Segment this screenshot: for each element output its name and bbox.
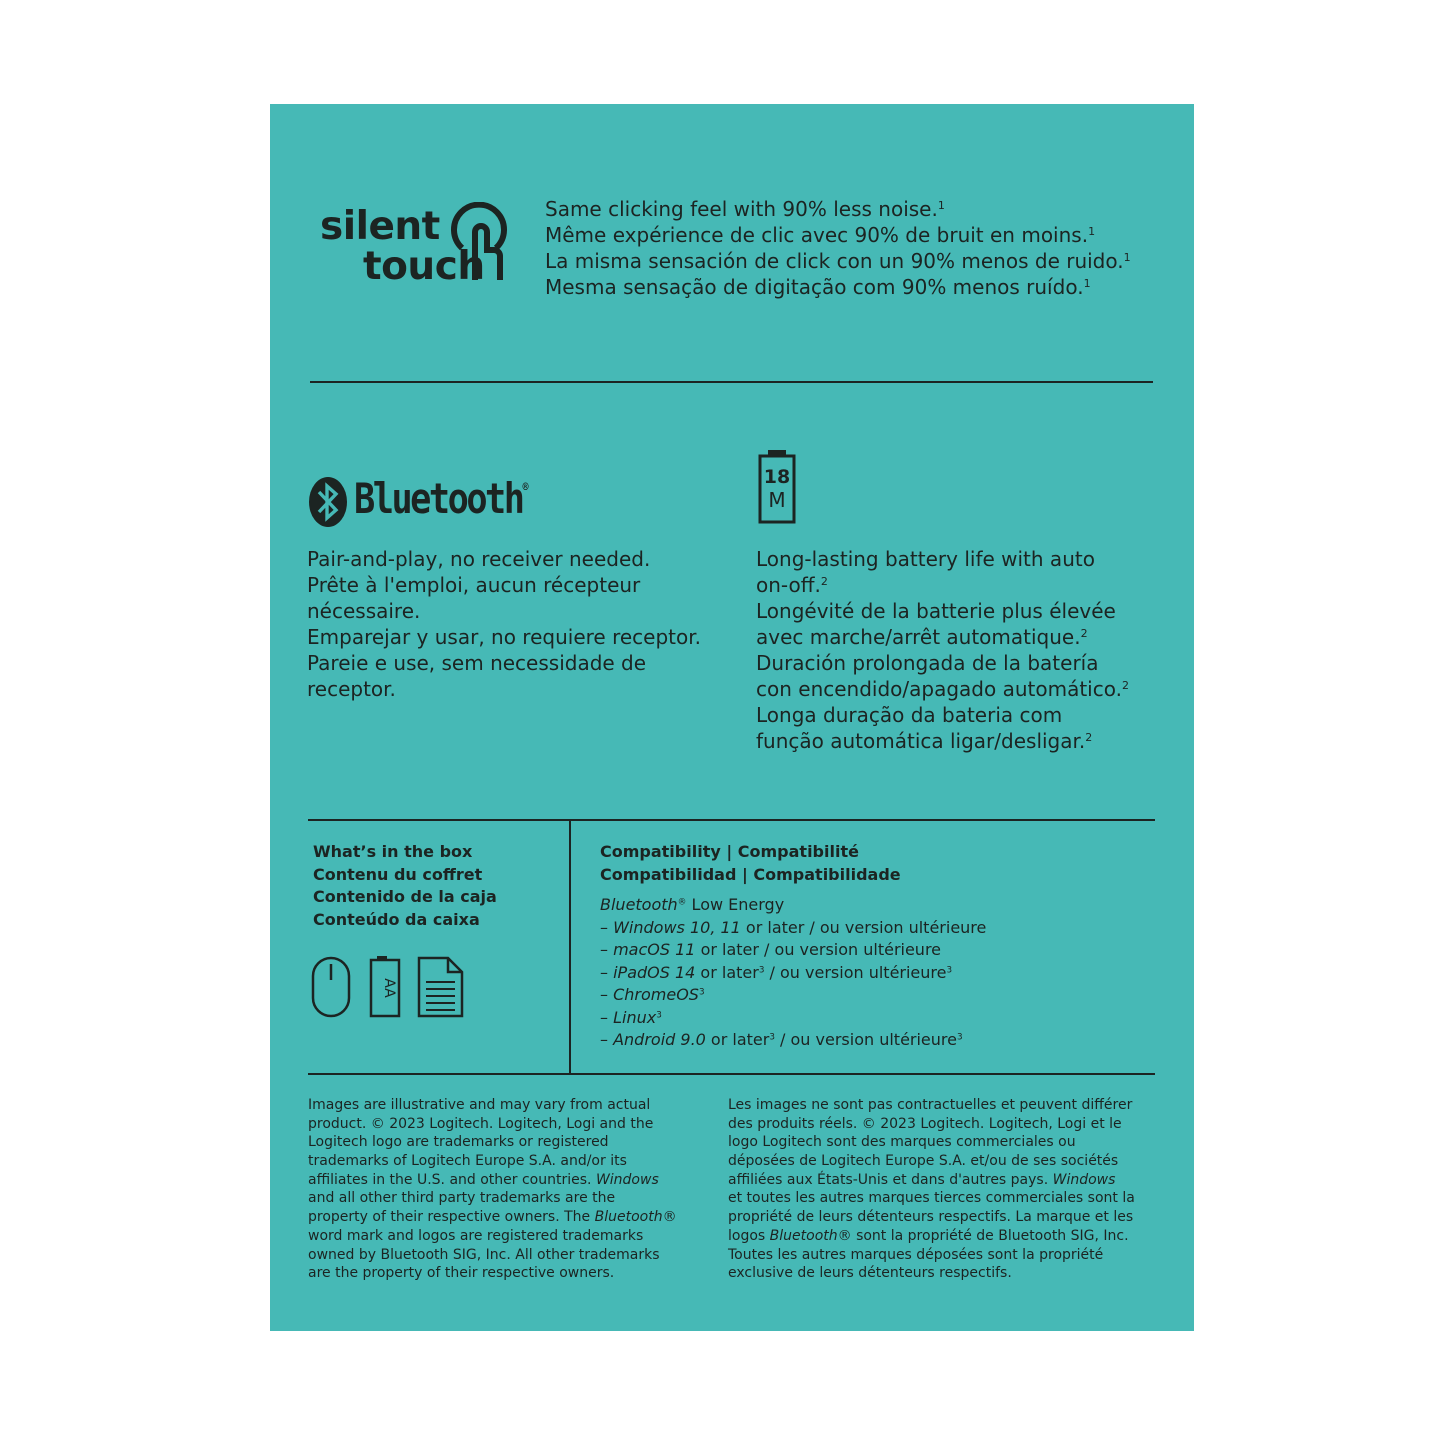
legal-line: Les images ne sont pas contractuelles et peuvent différer — [728, 1097, 1133, 1113]
box-heading-line: Conteúdo da caixa — [313, 909, 480, 929]
silent-touch-logo-line1: silent — [320, 204, 440, 249]
battery-line: Long-lasting battery life with auto — [756, 547, 1095, 571]
legal-line: affiliates in the U.S. and other countries. Windows — [308, 1171, 659, 1188]
svg-text:AA: AA — [381, 978, 397, 998]
box-heading-line: Contenido de la caja — [313, 887, 497, 906]
battery-line: on-off.$^2$ — [756, 573, 828, 597]
legal-line: owned by Bluetooth SIG, Inc. All other trademarks — [308, 1246, 660, 1263]
document-icon — [419, 958, 462, 1016]
divider-bottom — [308, 1073, 1155, 1075]
compatibility-item: – iPadOS 14 or later$^3$ / ou version ultérieure$^3$ — [600, 962, 953, 982]
legal-line: and all other third party trademarks are the — [308, 1190, 616, 1207]
legal-line: logos Bluetooth® sont la propriété de Bluetooth SIG, Inc. — [728, 1227, 1129, 1244]
compatibility-heading-2: Compatibilidad | Compatibilidade — [600, 864, 901, 884]
silent-touch-finger-icon — [448, 202, 510, 284]
legal-line: Toutes les autres marques déposées sont la propriété — [728, 1246, 1104, 1263]
bluetooth-line: Emparejar y usar, no requiere receptor. — [307, 625, 701, 649]
legal-line: Logitech logo are trademarks or registered — [308, 1134, 609, 1151]
whats-in-the-box-heading — [313, 841, 497, 931]
battery-description — [756, 546, 1129, 754]
compatibility-section — [600, 841, 986, 1052]
divider-middle — [308, 819, 1155, 821]
silent-touch-logo-line2: touch — [363, 244, 485, 289]
bluetooth-icon — [308, 476, 348, 528]
battery-18-months-icon — [758, 449, 798, 525]
legal-notice-english — [308, 1096, 677, 1283]
compatibility-item: – Android 9.0 or later$^3$ / ou version ultérieure$^3$ — [600, 1030, 963, 1049]
box-contents-icons — [310, 954, 470, 1024]
legal-line: et toutes les autres marques tierces commerciales sont la — [728, 1190, 1135, 1207]
legal-line: Images are illustrative and may vary from actual — [308, 1097, 651, 1113]
compatibility-item: – macOS 11 or later / ou version ultérieure — [600, 940, 942, 959]
compatibility-item: – Windows 10, 11 or later / ou version ultérieure — [600, 917, 987, 937]
aa-battery-icon — [371, 956, 399, 1016]
svg-text:18: 18 — [763, 466, 791, 488]
legal-notice-french — [728, 1096, 1135, 1283]
bluetooth-line: Pareie e use, sem necessidade de — [307, 651, 647, 675]
legal-line: trademarks of Logitech Europe S.A. and/or its — [308, 1153, 627, 1170]
compatibility-heading-1: Compatibility | Compatibilité — [600, 842, 859, 861]
bluetooth-line: nécessaire. — [307, 599, 421, 623]
legal-line: property of their respective owners. The Bluetooth® — [308, 1209, 677, 1226]
tagline-line: Same clicking feel with 90% less noise.$^1$ — [545, 197, 945, 221]
legal-line: déposées de Logitech Europe S.A. et/ou de ses sociétés — [728, 1153, 1119, 1170]
battery-line: Longévité de la batterie plus élevée — [756, 599, 1116, 623]
mouse-icon — [313, 958, 349, 1016]
bluetooth-line: receptor. — [307, 677, 396, 701]
bluetooth-wordmark: Bluetooth® — [354, 474, 529, 523]
legal-line: product. © 2023 Logitech. Logitech, Logi and the — [308, 1115, 654, 1132]
battery-line: função automática ligar/desligar.$^2$ — [756, 729, 1093, 753]
compatibility-item: – Linux$^3$ — [600, 1007, 662, 1027]
legal-line: propriété de leurs détenteurs respectifs. La marque et les — [728, 1209, 1134, 1226]
legal-line: affiliées aux États-Unis et dans d'autres pays. Windows — [728, 1171, 1116, 1188]
bluetooth-line: Prête à l'emploi, aucun récepteur — [307, 573, 641, 597]
legal-line: exclusive de leurs détenteurs respectifs. — [728, 1265, 1012, 1282]
bluetooth-line: Pair-and-play, no receiver needed. — [307, 547, 651, 571]
divider-top — [310, 381, 1153, 383]
legal-line: logo Logitech sont des marques commerciales ou — [728, 1134, 1076, 1151]
legal-line: are the property of their respective owners. — [308, 1265, 615, 1282]
legal-line: des produits réels. © 2023 Logitech. Logitech, Logi et le — [728, 1115, 1122, 1132]
bluetooth-description — [307, 546, 701, 702]
battery-line: Longa duração da bateria com — [756, 703, 1063, 727]
tagline-line: Même expérience de clic avec 90% de bruit en moins.$^1$ — [545, 223, 1096, 247]
tagline-line: Mesma sensação de digitação com 90% menos ruído.$^1$ — [545, 275, 1091, 299]
battery-line: avec marche/arrêt automatique.$^2$ — [756, 625, 1088, 649]
box-heading-line: Contenu du coffret — [313, 864, 483, 884]
divider-vertical — [569, 819, 571, 1073]
legal-line: word mark and logos are registered trademarks — [308, 1227, 644, 1244]
box-heading-line: What’s in the box — [313, 842, 473, 861]
svg-text:M: M — [768, 488, 786, 512]
tagline-line: La misma sensación de click con un 90% menos de ruido.$^1$ — [545, 249, 1131, 273]
bluetooth-low-energy-label: Bluetooth® Low Energy — [600, 895, 785, 914]
battery-line: con encendido/apagado automático.$^2$ — [756, 677, 1129, 701]
silent-touch-tagline — [545, 196, 1131, 300]
battery-line: Duración prolongada de la batería — [756, 651, 1099, 675]
compatibility-item: – ChromeOS$^3$ — [600, 985, 705, 1004]
packaging-panel — [270, 104, 1194, 1331]
